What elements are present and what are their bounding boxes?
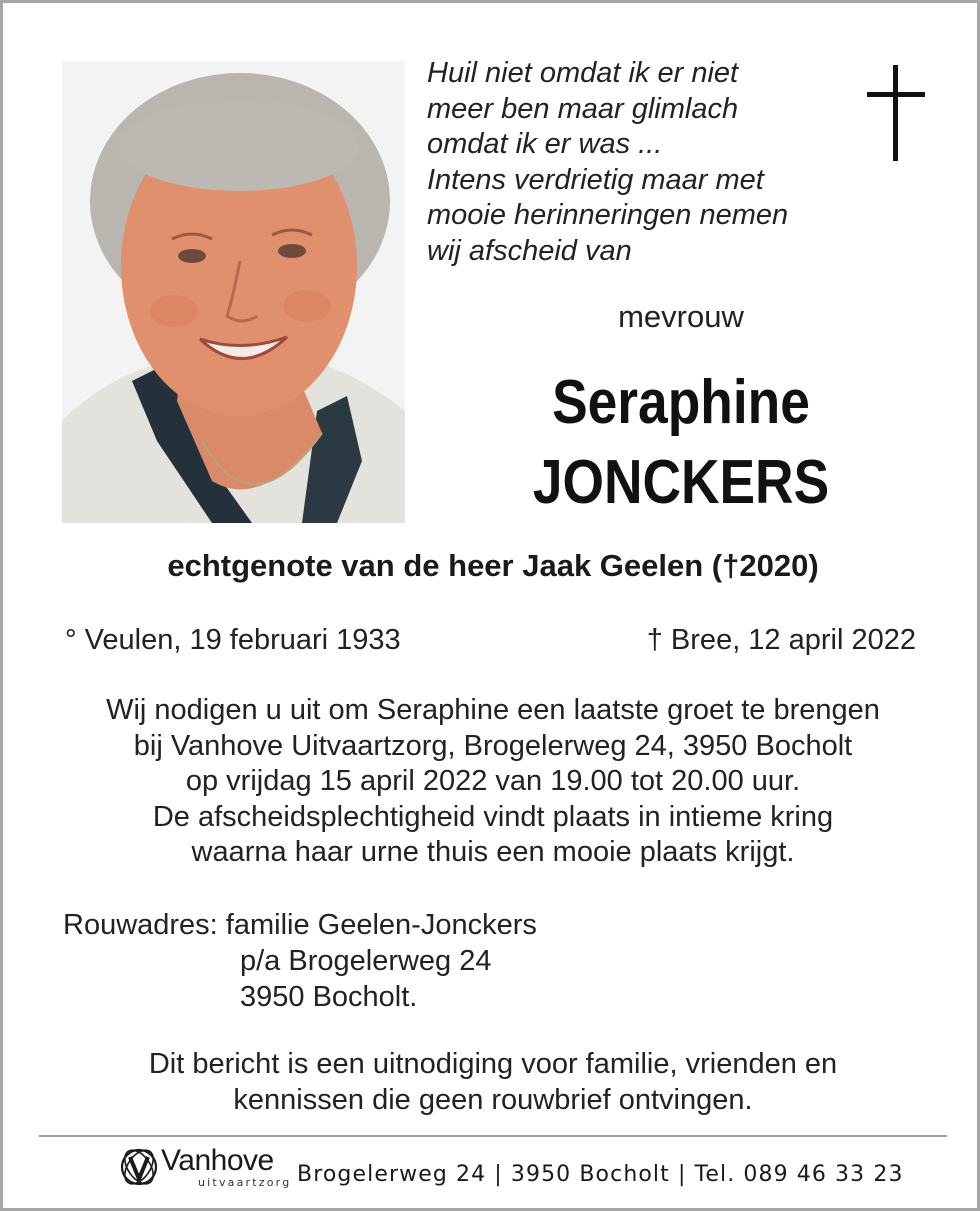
invitation-text: [3, 693, 980, 871]
invitation-line: Wij nodigen u uit om Seraphine een laatste groet te brengen: [106, 694, 880, 726]
birth-info: ° Veulen, 19 februari 1933: [65, 624, 401, 656]
address-street: p/a Brogelerweg 24: [240, 945, 492, 977]
honorific-title: mevrouw: [618, 299, 744, 334]
invitation-line: waarna haar urne thuis een mooie plaats krijgt.: [191, 836, 795, 868]
address-label: Rouwadres: familie Geelen-Jonckers: [63, 909, 537, 941]
portrait-photo: [62, 61, 405, 523]
address-city: 3950 Bocholt.: [240, 981, 418, 1013]
footer-divider: [39, 1135, 947, 1137]
invitation-line: De afscheidsplechtigheid vindt plaats in intieme kring: [152, 800, 834, 833]
brand-name: Vanhove: [161, 1144, 274, 1177]
brand-subtitle: uitvaartzorg: [198, 1176, 292, 1189]
notice-line: Dit bericht is een uitnodiging voor familie, vrienden en: [148, 1048, 838, 1080]
notice-text: [3, 1047, 980, 1118]
first-name: Seraphine: [552, 368, 810, 437]
spouse-line: echtgenote van de heer Jaak Geelen (†2020): [167, 548, 819, 583]
invitation-line: op vrijdag 15 april 2022 van 19.00 tot 20.00 uur.: [185, 765, 801, 797]
last-name: JONCKERS: [532, 448, 830, 517]
footer-contact: Brogelerweg 24 | 3950 Bocholt | Tel. 089 46 33 23: [297, 1162, 904, 1187]
poem-line: wij afscheid van: [427, 234, 632, 267]
poem-line: meer ben maar glimlach: [427, 92, 739, 125]
poem-line: Intens verdrietig maar met: [427, 163, 764, 196]
vanhove-logo-icon: [119, 1145, 159, 1189]
mourning-address: [63, 907, 537, 1015]
invitation-line: bij Vanhove Uitvaartzorg, Brogelerweg 24, 3950 Bocholt: [133, 729, 853, 762]
portrait-illustration: [62, 61, 405, 523]
death-info: † Bree, 12 april 2022: [646, 624, 916, 656]
poem-line: omdat ik er was ...: [427, 128, 663, 160]
notice-line: kennissen die geen rouwbrief ontvingen.: [233, 1083, 753, 1116]
poem-line: Huil niet omdat ik er niet: [427, 57, 739, 89]
poem: [427, 56, 847, 269]
poem-line: mooie herinneringen nemen: [427, 199, 789, 231]
cross-icon: [867, 65, 925, 161]
